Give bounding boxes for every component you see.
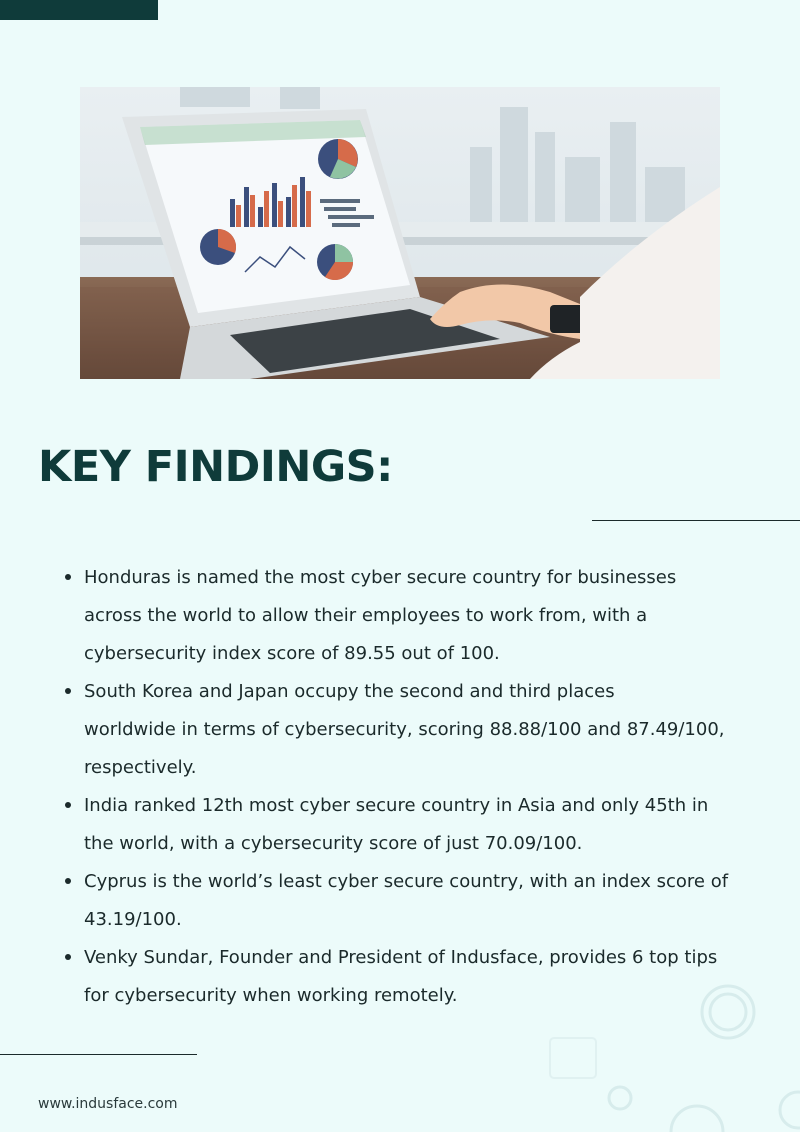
title-divider	[592, 520, 800, 521]
key-findings-list	[84, 559, 764, 1015]
finding-item	[84, 787, 764, 863]
finding-line: 43.19/100.	[84, 909, 182, 930]
footer-divider	[0, 1054, 197, 1055]
finding-line: for cybersecurity when working remotely.	[84, 985, 458, 1006]
hero-photo	[80, 87, 720, 379]
finding-line: India ranked 12th most cyber secure country in Asia and only 45th in	[84, 795, 709, 816]
finding-line: across the world to allow their employees to work from, with a	[84, 605, 648, 626]
finding-line: Venky Sundar, Founder and President of Indusface, provides 6 top tips	[84, 947, 718, 968]
finding-item	[84, 863, 764, 939]
top-accent-bar	[0, 0, 158, 20]
finding-line: cybersecurity index score of 89.55 out of 100.	[84, 643, 500, 664]
finding-line: respectively.	[84, 757, 197, 778]
finding-line: Cyprus is the world’s least cyber secure country, with an index score of	[84, 871, 729, 892]
decorative-circles	[540, 960, 800, 1132]
finding-item	[84, 673, 764, 787]
page-title: KEY FINDINGS:	[38, 442, 393, 492]
finding-line: the world, with a cybersecurity score of just 70.09/100.	[84, 833, 583, 854]
finding-line: Honduras is named the most cyber secure country for businesses	[84, 567, 677, 588]
finding-item	[84, 559, 764, 673]
footer-website-link[interactable]: www.indusface.com	[38, 1096, 178, 1112]
finding-line: South Korea and Japan occupy the second and third places	[84, 681, 615, 702]
finding-line: worldwide in terms of cybersecurity, scoring 88.88/100 and 87.49/100,	[84, 719, 725, 740]
